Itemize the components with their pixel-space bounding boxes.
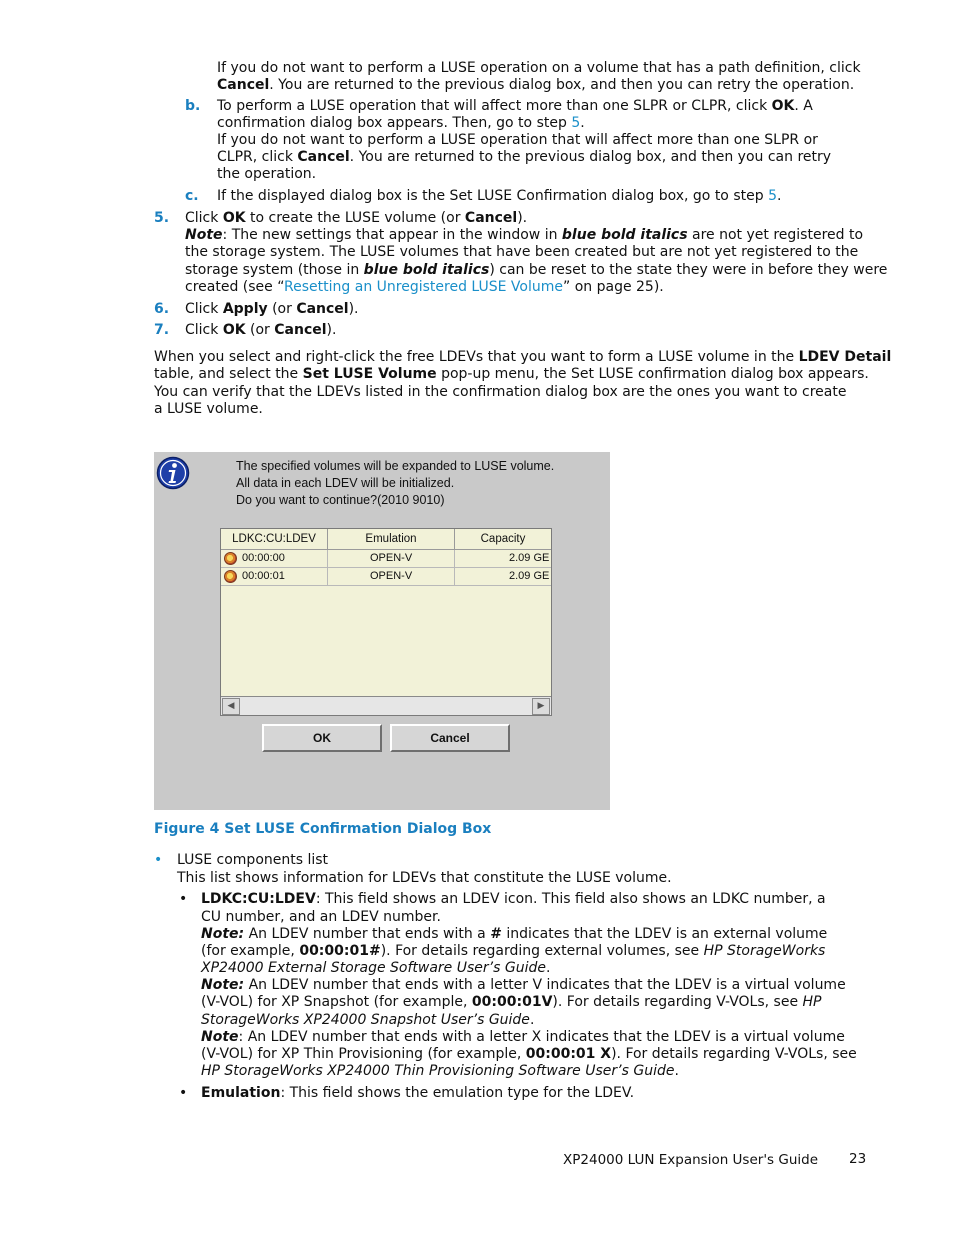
step-5-note-line1: Note: The new settings that appear in the window in blue bold italics are not yet registered to <box>185 227 864 243</box>
capacity-cell: 2.09 GE <box>509 552 550 564</box>
bullet-icon: • <box>179 891 188 907</box>
note-external-line2: (for example, 00:00:01#). For details regarding external volumes, see HP StorageWorks <box>201 943 826 959</box>
step-5-line1: Click OK to create the LUSE volume (or Cancel). <box>185 210 528 226</box>
column-header-ldkc-cu-ldev[interactable]: LDKC:CU:LDEV <box>221 529 328 550</box>
luse-components-list-label: LUSE components list <box>177 852 329 868</box>
note-thin-line2: (V-VOL) for XP Thin Provisioning (for example, 00:00:01 X). For details regarding V-VOLs, see <box>201 1046 857 1062</box>
note-thin-line3: HP StorageWorks XP24000 Thin Provisioning Software User’s Guide. <box>201 1063 679 1079</box>
bullet-icon: • <box>154 852 163 868</box>
ldkc-field-line2: CU number, and an LDEV number. <box>201 909 441 925</box>
note-snapshot-line3: StorageWorks XP24000 Snapshot User’s Guide. <box>201 1012 535 1028</box>
step-6-text: Click Apply (or Cancel). <box>185 301 359 317</box>
ldev-cell: 00:00:01 <box>221 568 328 585</box>
ldev-icon <box>224 552 237 565</box>
para-line1: When you select and right-click the free LDEVs that you want to form a LUSE volume in the LDEV Detail <box>154 349 892 365</box>
note-snapshot-line1: Note: An LDEV number that ends with a letter V indicates that the LDEV is a virtual volume <box>201 977 846 993</box>
emulation-field: Emulation: This field shows the emulation type for the LDEV. <box>201 1085 635 1101</box>
luse-components-table[interactable] <box>220 528 552 716</box>
substep-b-line5: the operation. <box>217 166 317 182</box>
resetting-luse-link[interactable]: Resetting an Unregistered LUSE Volume <box>284 279 564 295</box>
para-line2: table, and select the Set LUSE Volume pop-up menu, the Set LUSE confirmation dialog box appears. <box>154 366 869 382</box>
step-5-note-line3: storage system (those in blue bold italics) can be reset to the state they were in before they were <box>185 262 888 278</box>
note-thin-line1: Note: An LDEV number that ends with a letter X indicates that the LDEV is a virtual volume <box>201 1029 845 1045</box>
emulation-cell: OPEN-V <box>328 568 455 585</box>
figure-caption: Figure 4 Set LUSE Confirmation Dialog Box <box>154 821 492 837</box>
substep-c-label: c. <box>185 188 199 204</box>
substep-c-line: If the displayed dialog box is the Set LUSE Confirmation dialog box, go to step 5. <box>217 188 782 204</box>
note-external-line1: Note: An LDEV number that ends with a # indicates that the LDEV is an external volume <box>201 926 828 942</box>
ldev-icon <box>224 570 237 583</box>
substep-b-line1: To perform a LUSE operation that will affect more than one SLPR or CLPR, click OK. A <box>217 98 813 114</box>
note-snapshot-line2: (V-VOL) for XP Snapshot (for example, 00:00:01V). For details regarding V-VOLs, see HP <box>201 994 822 1010</box>
footer-title: XP24000 LUN Expansion User's Guide <box>563 1152 819 1168</box>
substep-b-line4: CLPR, click Cancel. You are returned to the previous dialog box, and then you can retry <box>217 149 832 165</box>
table-row[interactable] <box>221 550 551 568</box>
emulation-cell: OPEN-V <box>328 550 455 567</box>
info-icon <box>156 456 190 490</box>
cancel-instruction-line2: Cancel. You are returned to the previous dialog box, and then you can retry the operation. <box>217 77 855 93</box>
step-5-note-line4: created (see “Resetting an Unregistered LUSE Volume” on page 25). <box>185 279 664 295</box>
dialog-message-line3: Do you want to continue?(2010 9010) <box>236 493 445 507</box>
step-7-number: 7. <box>154 322 170 338</box>
column-header-emulation[interactable]: Emulation <box>328 529 455 550</box>
para-line3: You can verify that the LDEVs listed in the confirmation dialog box are the ones you want to create <box>154 384 847 400</box>
dialog-message-line1: The specified volumes will be expanded to LUSE volume. <box>236 459 555 473</box>
set-luse-confirmation-dialog <box>154 452 610 810</box>
step-5-link[interactable]: 5 <box>571 115 581 131</box>
ldev-cell: 00:00:00 <box>221 550 328 567</box>
table-row[interactable] <box>221 568 551 586</box>
scroll-left-icon[interactable]: ◀ <box>222 698 240 715</box>
step-5-number: 5. <box>154 210 170 226</box>
ldkc-field-line1: LDKC:CU:LDEV: This field shows an LDEV icon. This field also shows an LDKC number, a <box>201 891 826 907</box>
substep-b-line3: If you do not want to perform a LUSE operation that will affect more than one SLPR or <box>217 132 818 148</box>
step-7-text: Click OK (or Cancel). <box>185 322 337 338</box>
horizontal-scrollbar[interactable] <box>221 696 551 715</box>
column-header-capacity[interactable]: Capacity <box>455 529 551 550</box>
luse-components-list-desc: This list shows information for LDEVs that constitute the LUSE volume. <box>177 870 672 886</box>
capacity-cell: 2.09 GE <box>509 570 550 582</box>
step-5-note-line2: the storage system. The LUSE volumes that have been created but are not yet registered to the <box>185 244 859 260</box>
note-external-line3: XP24000 External Storage Software User’s Guide. <box>201 960 551 976</box>
step-5-link[interactable]: 5 <box>768 188 777 204</box>
para-line4: a LUSE volume. <box>154 401 263 417</box>
cancel-button[interactable]: Cancel <box>390 724 510 752</box>
ok-button[interactable]: OK <box>262 724 382 752</box>
substep-b-label: b. <box>185 98 201 114</box>
substep-b-line2: confirmation dialog box appears. Then, go to step 5. <box>217 115 585 131</box>
step-6-number: 6. <box>154 301 170 317</box>
cancel-instruction-line1: If you do not want to perform a LUSE operation on a volume that has a path definition, click <box>217 60 861 76</box>
page-number: 23 <box>849 1151 867 1167</box>
dialog-message-line2: All data in each LDEV will be initialized. <box>236 476 455 490</box>
scroll-right-icon[interactable]: ▶ <box>532 698 550 715</box>
bullet-icon: • <box>179 1085 188 1101</box>
